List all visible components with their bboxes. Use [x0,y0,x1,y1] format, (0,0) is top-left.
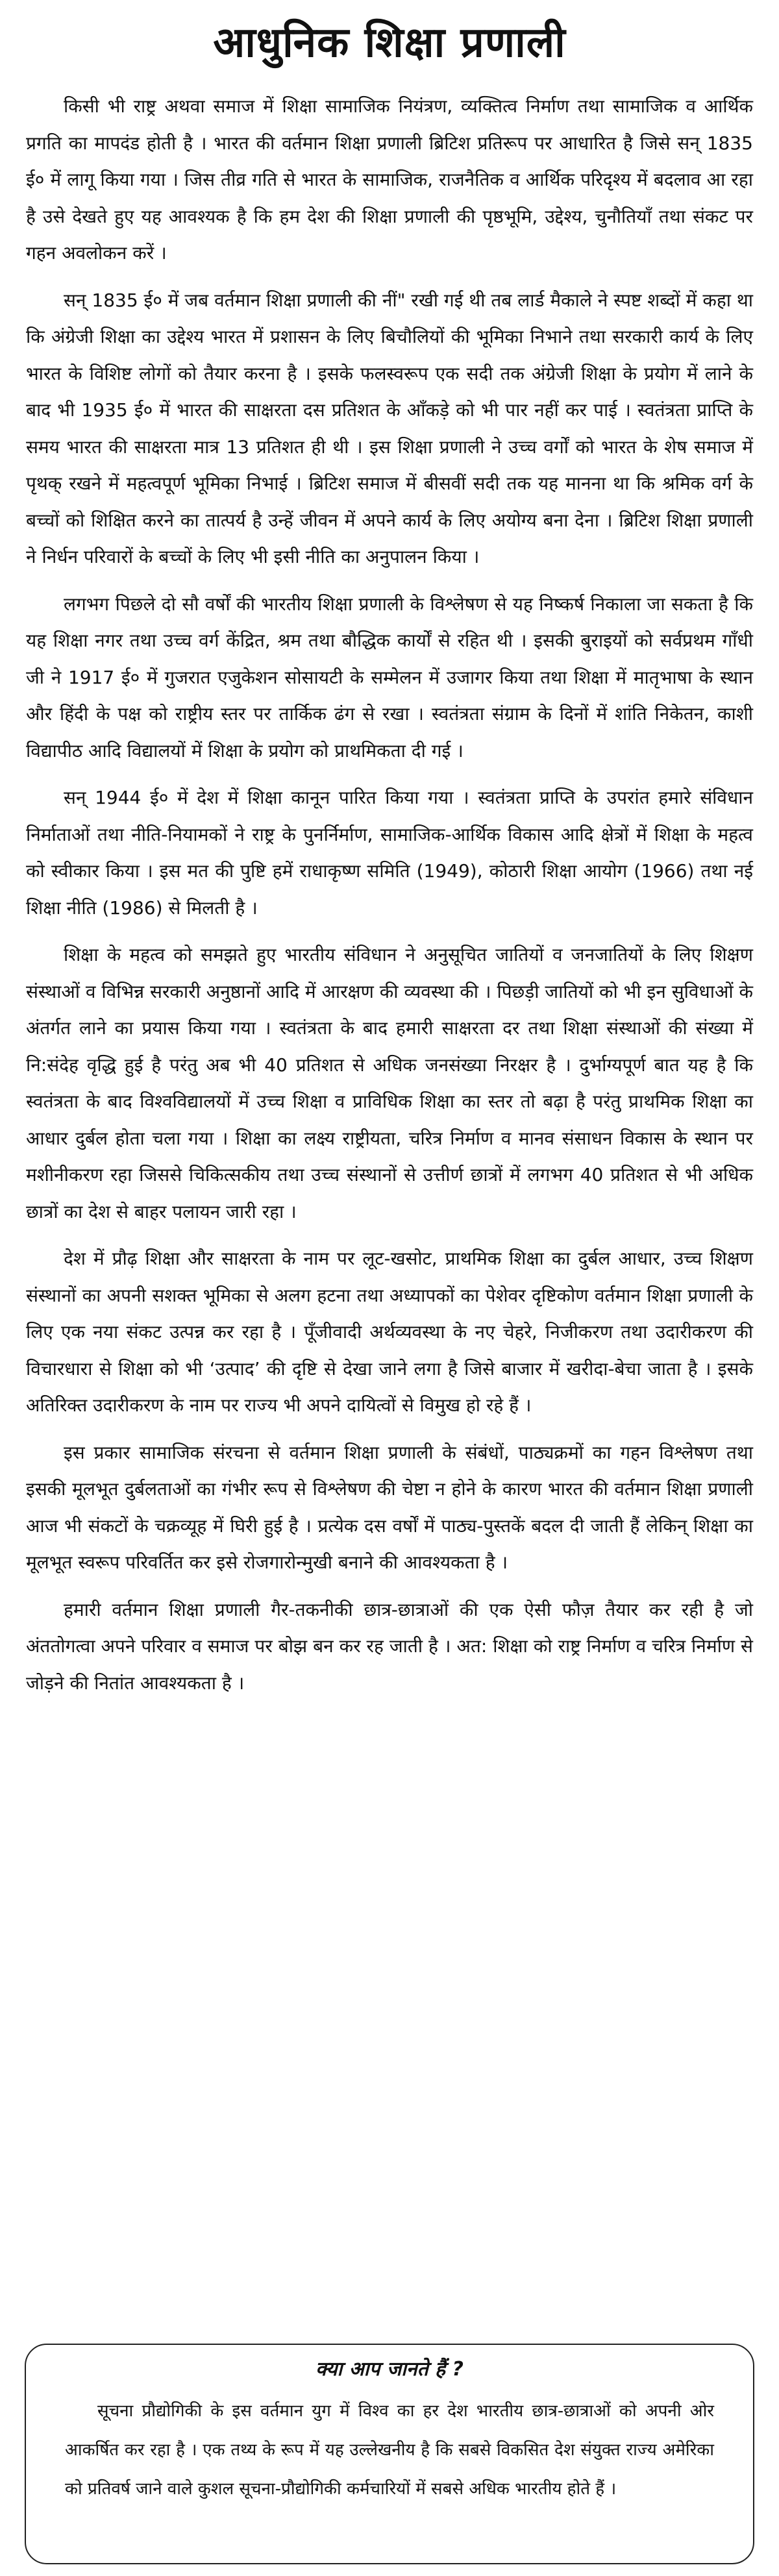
paragraph-6: देश में प्रौढ़ शिक्षा और साक्षरता के नाम पर लूट-खसोट, प्राथमिक शिक्षा का दुर्बल आधार, उच्च शिक्षण संस्थानों का अपनी सशक्त भूमिका से अलग हटना तथा अध्यापकों का पेशेवर दृष्टिकोण वर्तमान शिक्षा प्रणाली के लिए एक नया संकट उत्पन्न कर रहा है । पूँजीवादी अर्थव्यवस्था के नए चेहरे, निजीकरण तथा उदारीकरण की विचारधारा से शिक्षा को भी ‘उत्पाद’ की दृष्टि से देखा जाने लगा है जिसे बाजार में खरीदा-बेचा जाता है । इसके अतिरिक्त उदारीकरण के नाम पर राज्य भी अपने दायित्वों से विमुख हो रहे हैं । [26,1248,753,1416]
paragraph-2: सन् 1835 ई० में जब वर्तमान शिक्षा प्रणाली की नीं" रखी गई थी तब लार्ड मैकाले ने स्पष्ट शब्दों में कहा था कि अंग्रेजी शिक्षा का उद्देश्य भारत में प्रशासन के लिए बिचौलियों की भूमिका निभाने तथा सरकारी कार्य के लिए भारत के विशिष्ट लोगों को तैयार करना है । इसके फलस्वरूप एक सदी तक अंग्रेजी शिक्षा के प्रयोग में लाने के बाद भी 1935 ई० में भारत की साक्षरता दस प्रतिशत के आँकड़े को भी पार नहीं कर पाई । स्वतंत्रता प्राप्ति के समय भारत की साक्षरता मात्र 13 प्रतिशत ही थी । इस शिक्षा प्रणाली ने उच्च वर्गों को भारत के शेष समाज में पृथक् रखने में महत्वपूर्ण भूमिका निभाई । ब्रिटिश समाज में बीसवीं सदी तक यह मानना था कि श्रमिक वर्ग के बच्चों को शिक्षित करने का तात्पर्य है उन्हें जीवन में अपने कार्य के लिए अयोग्य बना देना । ब्रिटिश शिक्षा प्रणाली ने निर्धन परिवारों के बच्चों के लिए भी इसी नीति का अनुपालन किया । [26,289,753,567]
paragraph-7: इस प्रकार सामाजिक संरचना से वर्तमान शिक्षा प्रणाली के संबंधों, पाठ्यक्रमों का गहन विश्लेषण तथा इसकी मूलभूत दुर्बलताओं का गंभीर रूप से विश्लेषण की चेष्टा न होने के कारण भारत की वर्तमान शिक्षा प्रणाली आज भी संकटों के चक्रव्यूह में घिरी हुई है । प्रत्येक दस वर्षों में पाठ्य-पुस्तकें बदल दी जाती हैं लेकिन् शिक्षा का मूलभूत स्वरूप परिवर्तित कर इसे रोजगारोन्मुखी बनाने की आवश्यकता है । [26,1441,753,1573]
did-you-know-box [25,2344,754,2564]
paragraph-4: सन् 1944 ई० में देश में शिक्षा कानून पारित किया गया । स्वतंत्रता प्राप्ति के उपरांत हमारे संविधान निर्माताओं तथा नीति-नियामकों ने राष्ट्र के पुनर्निर्माण, सामाजिक-आर्थिक विकास आदि क्षेत्रों में शिक्षा के महत्व को स्वीकार किया । इस मत की पुष्टि हमें राधाकृष्ण समिति (1949), कोठारी शिक्षा आयोग (1966) तथा नई शिक्षा नीति (1986) से मिलती है । [26,787,753,919]
did-you-know-text: सूचना प्रौद्योगिकी के इस वर्तमान युग में विश्व का हर देश भारतीय छात्र-छात्राओं को अपनी ओर आकर्षित कर रहा है । एक तथ्य के रूप में यह उल्लेखनीय है कि सबसे विकसित देश संयुक्त राज्य अमेरिका को प्रतिवर्ष जाने वाले कुशल सूचना-प्रौद्योगिकी कर्मचारियों में सबसे अधिक भारतीय होते हैं । [65,2401,714,2499]
paragraph-3: लगभग पिछले दो सौ वर्षों की भारतीय शिक्षा प्रणाली के विश्लेषण से यह निष्कर्ष निकाला जा सकता है कि यह शिक्षा नगर तथा उच्च वर्ग केंद्रित, श्रम तथा बौद्धिक कार्यों से रहित थी । इसकी बुराइयों को सर्वप्रथम गाँधी जी ने 1917 ई० में गुजरात एजुकेशन सोसायटी के सम्मेलन में उजागर किया तथा शिक्षा में मातृभाषा के स्थान और हिंदी के पक्ष को राष्ट्रीय स्तर पर तार्किक ढंग से रखा । स्वतंत्रता संग्राम के दिनों में शांति निकेतन, काशी विद्यापीठ आदि विद्यालयों में शिक्षा के प्रयोग को प्राथमिकता दी गई । [26,593,753,762]
paragraph-5: शिक्षा के महत्व को समझते हुए भारतीय संविधान ने अनुसूचित जातियों व जनजातियों के लिए शिक्षण संस्थाओं व विभिन्न सरकारी अनुष्ठानों आदि में आरक्षण की व्यवस्था की । पिछड़ी जातियों को भी इन सुविधाओं के अंतर्गत लाने का प्रयास किया गया । स्वतंत्रता के बाद हमारी साक्षरता दर तथा शिक्षा संस्थाओं की संख्या में नि:संदेह वृद्धि हुई है परंतु अब भी 40 प्रतिशत से अधिक जनसंख्या निरक्षर है । दुर्भाग्यपूर्ण बात यह है कि स्वतंत्रता के बाद विश्वविद्यालयों में उच्च शिक्षा व प्राविधिक शिक्षा का स्तर तो बढ़ा है परंतु प्राथमिक शिक्षा का आधार दुर्बल होता चला गया । शिक्षा का लक्ष्य राष्ट्रीयता, चरित्र निर्माण व मानव संसाधन विकास के स्थान पर मशीनीकरण रहा जिससे चिकित्सकीय तथा उच्च संस्थानों से उत्तीर्ण छात्रों में लगभग 40 प्रतिशत से भी अधिक छात्रों का देश से बाहर पलायन जारी रहा । [26,944,753,1222]
paragraph-1: किसी भी राष्ट्र अथवा समाज में शिक्षा सामाजिक नियंत्रण, व्यक्तित्व निर्माण तथा सामाजिक व आर्थिक प्रगति का मापदंड होती है । भारत की वर्तमान शिक्षा प्रणाली ब्रिटिश प्रतिरूप पर आधारित है जिसे सन् 1835 ई० में लागू किया गया । जिस तीव्र गति से भारत के सामाजिक, राजनैतिक व आर्थिक परिदृश्य में बदलाव आ रहा है उसे देखते हुए यह आवश्यक है कि हम देश की शिक्षा प्रणाली की पृष्ठभूमि, उद्देश्य, चुनौतियाँ तथा संकट पर गहन अवलोकन करें । [26,95,753,264]
did-you-know-title: क्या आप जानते हैं ? [315,2358,464,2381]
paragraph-8: हमारी वर्तमान शिक्षा प्रणाली गैर-तकनीकी छात्र-छात्राओं की एक ऐसी फौज़ तैयार कर रही है जो अंततोगत्वा अपने परिवार व समाज पर बोझ बन कर रह जाती है । अत: शिक्षा को राष्ट्र निर्माण व चरित्र निर्माण से जोड़ने की नितांत आवश्यकता है । [26,1598,753,1694]
essay-body [26,88,753,1702]
essay-title: आधुनिक शिक्षा प्रणाली [213,19,566,67]
